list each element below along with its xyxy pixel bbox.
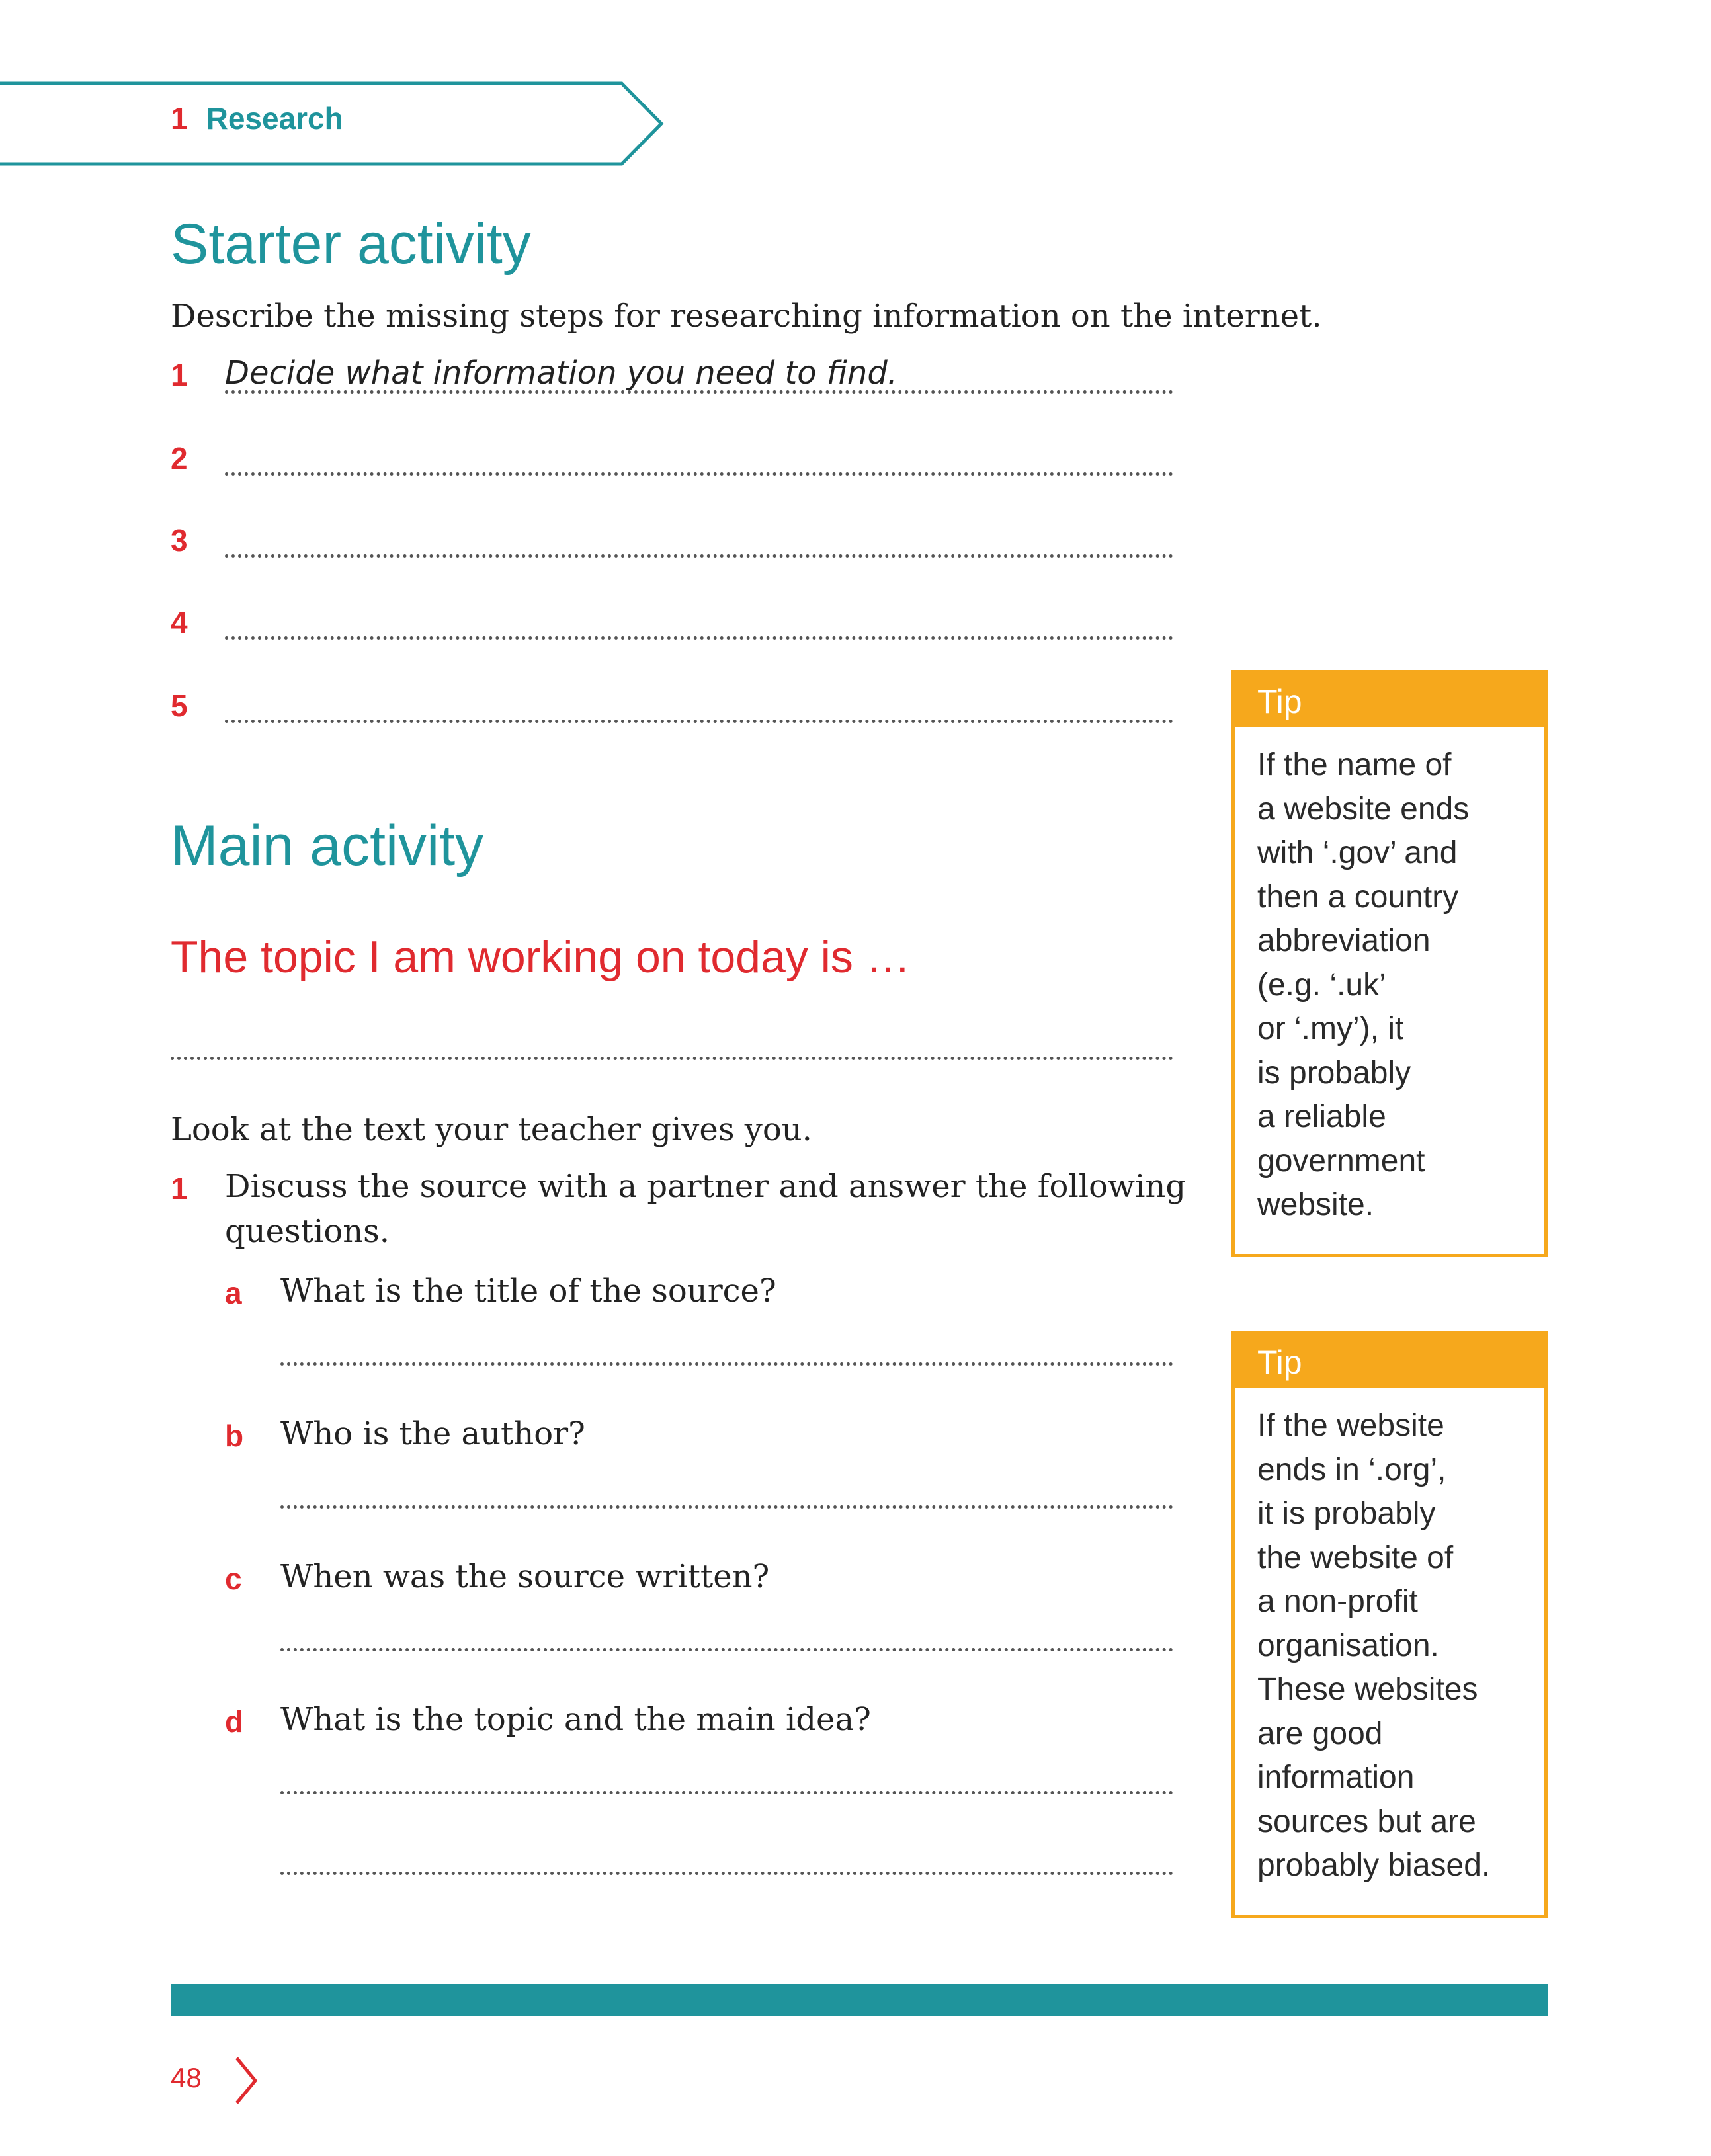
chevron-right-icon xyxy=(233,2054,259,2107)
tip-heading: Tip xyxy=(1235,1334,1544,1388)
subquestion-letter: b xyxy=(225,1419,244,1453)
tip-box-gov xyxy=(1231,670,1548,1257)
main-instruction: Look at the text your teacher gives you. xyxy=(171,1111,812,1148)
subquestion-a-answer-line[interactable] xyxy=(280,1362,1173,1366)
subquestion-c-answer-line[interactable] xyxy=(280,1648,1173,1651)
topic-answer-line[interactable] xyxy=(171,1057,1173,1060)
step-2-answer-line[interactable] xyxy=(225,472,1173,476)
tip-text: If the name of a website ends with ‘.gov’ and then a country abbreviation (e.g. ‘.uk’ or ‘.my’), it is probably a reliable government website. xyxy=(1257,747,1470,1222)
tip-text: If the website ends in ‘.org’, it is probably the website of a non-profit organisation. These websites are good information sources but are probably biased. xyxy=(1257,1408,1491,1883)
step-4-answer-line[interactable] xyxy=(225,636,1173,640)
chapter-title: Research xyxy=(206,101,343,136)
tip-box-org xyxy=(1231,1331,1548,1918)
question-text-line-1: Discuss the source with a partner and answer the following xyxy=(225,1168,1187,1205)
step-1-answer: Decide what information you need to find. xyxy=(225,354,898,392)
starter-heading: Starter activity xyxy=(171,212,531,276)
step-number: 4 xyxy=(171,605,188,640)
chapter-number: 1 xyxy=(171,101,188,136)
step-number: 3 xyxy=(171,523,188,558)
subquestion-letter: d xyxy=(225,1704,244,1739)
page-number: 48 xyxy=(171,2062,202,2093)
subquestion-b-answer-line[interactable] xyxy=(280,1505,1173,1509)
step-5-answer-line[interactable] xyxy=(225,720,1173,723)
step-3-answer-line[interactable] xyxy=(225,554,1173,558)
footer-bar xyxy=(171,1984,1548,2016)
main-heading: Main activity xyxy=(171,814,484,878)
subquestion-text: When was the source written? xyxy=(280,1558,770,1595)
subquestion-d-answer-line-2[interactable] xyxy=(280,1872,1173,1875)
subquestion-text: Who is the author? xyxy=(280,1415,585,1452)
subquestion-text: What is the title of the source? xyxy=(280,1272,776,1309)
step-number: 1 xyxy=(171,358,188,392)
step-1-answer-line[interactable] xyxy=(225,390,1173,394)
subquestion-letter: c xyxy=(225,1561,242,1596)
starter-instruction: Describe the missing steps for researching information on the internet. xyxy=(171,298,1322,335)
tip-heading: Tip xyxy=(1235,673,1544,727)
step-number: 5 xyxy=(171,688,188,723)
chapter-label xyxy=(171,101,343,136)
subquestion-d-answer-line-1[interactable] xyxy=(280,1791,1173,1794)
subquestion-text: What is the topic and the main idea? xyxy=(280,1701,871,1738)
step-number: 2 xyxy=(171,441,188,476)
topic-prompt: The topic I am working on today is … xyxy=(171,932,911,982)
subquestion-letter: a xyxy=(225,1276,242,1310)
question-number: 1 xyxy=(171,1171,188,1206)
question-text-line-2: questions. xyxy=(225,1213,390,1250)
